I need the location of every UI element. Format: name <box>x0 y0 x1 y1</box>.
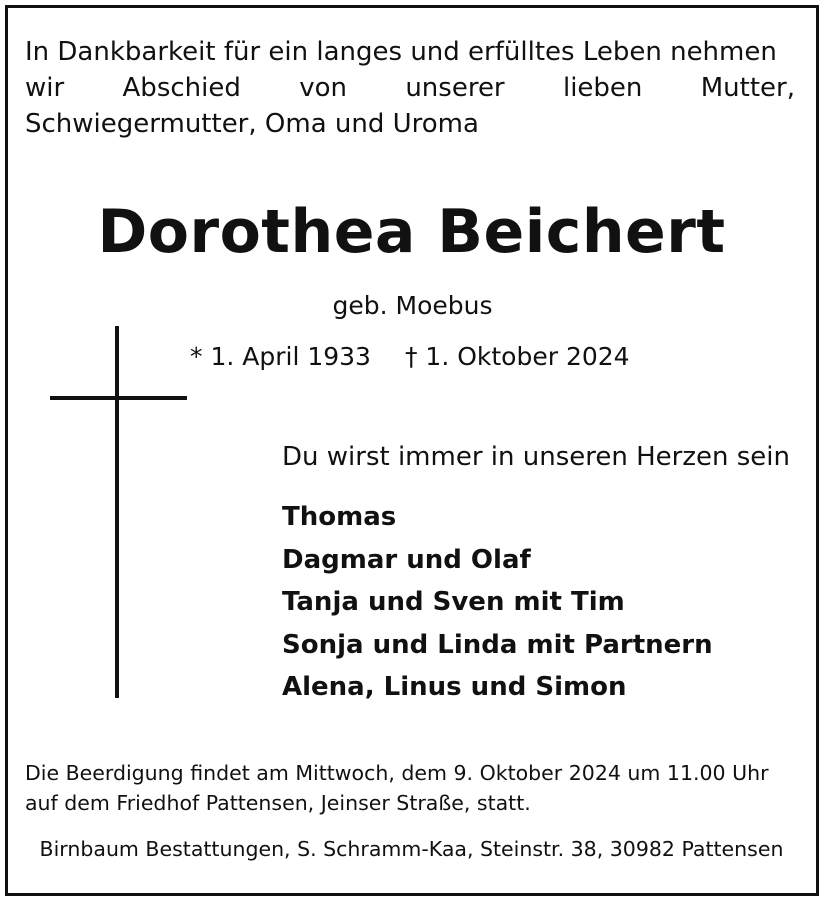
funeral-line-2: auf dem Friedhof Pattensen, Jeinser Straße, statt. <box>25 791 531 815</box>
cross-icon <box>115 326 119 698</box>
mourner-item: Alena, Linus und Simon <box>282 672 627 702</box>
deceased-name: Dorothea Beichert <box>97 197 726 267</box>
death-date: † 1. Oktober 2024 <box>404 342 630 371</box>
funeral-line-1: Die Beerdigung findet am Mittwoch, dem 9. Oktober 2024 um 11.00 Uhr <box>25 761 769 785</box>
intro-line-3: Schwiegermutter, Oma und Uroma <box>25 109 479 139</box>
intro-text <box>25 34 795 142</box>
maiden-name: geb. Moebus <box>332 291 493 320</box>
mourner-item: Sonja und Linda mit Partnern <box>282 629 713 660</box>
undertaker-info: Birnbaum Bestattungen, S. Schramm-Kaa, Steinstr. 38, 30982 Pattensen <box>39 837 784 861</box>
mourner-item: Dagmar und Olaf <box>282 544 531 575</box>
life-dates <box>190 340 630 374</box>
birth-date: * 1. April 1933 <box>190 342 371 371</box>
mourners-list <box>282 496 713 709</box>
funeral-notice <box>25 758 797 818</box>
intro-line-1: In Dankbarkeit für ein langes und erfülltes Leben nehmen <box>25 37 777 67</box>
mourner-item: Thomas <box>282 502 397 532</box>
cross-icon-bar <box>50 396 187 400</box>
intro-line-2: wir Abschied von unserer lieben Mutter, <box>25 73 795 103</box>
mourner-item: Tanja und Sven mit Tim <box>282 587 625 617</box>
motto: Du wirst immer in unseren Herzen sein <box>282 442 790 472</box>
